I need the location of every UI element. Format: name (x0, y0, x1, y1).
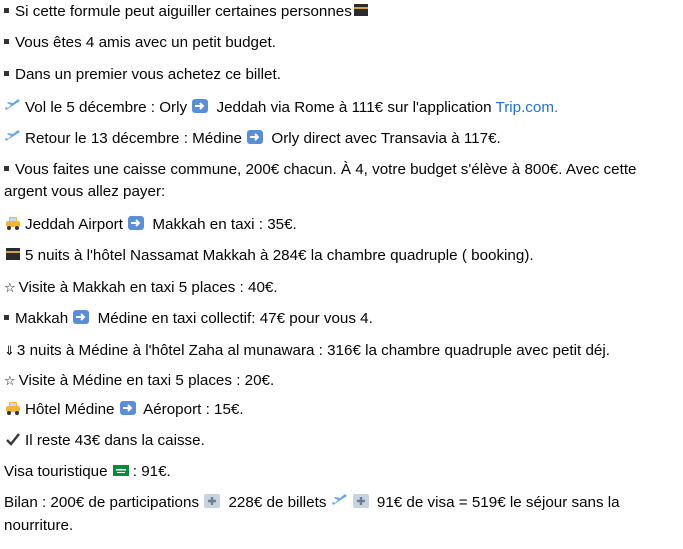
plus-icon (352, 493, 370, 509)
hotel-airport-to: Aéroport : 15€. (139, 401, 244, 418)
saudi-flag-icon (112, 462, 130, 478)
right-arrow-icon (127, 215, 145, 231)
airplane-icon (4, 129, 22, 145)
right-arrow-icon (72, 309, 90, 325)
kaaba-icon (352, 2, 370, 18)
post-line-hotel-airport (4, 400, 244, 420)
transfer-to: Médine en taxi collectif: 47€ pour vous 4. (93, 310, 373, 327)
bullet-square (4, 71, 9, 76)
bullet-square (4, 8, 9, 13)
bullet-square (4, 39, 9, 44)
post-line-visa (4, 462, 171, 482)
post-line-makkah-medine (4, 309, 373, 329)
visa-price: : 91€. (132, 463, 171, 480)
post-line-remaining (4, 431, 205, 451)
trip-com-link[interactable]: Trip.com. (495, 99, 559, 116)
return-to: Orly direct avec Transavia à 117€. (267, 130, 501, 147)
post-line-ticket (4, 65, 281, 85)
right-arrow-icon (119, 400, 137, 416)
right-arrow-icon (191, 98, 209, 114)
taxi-to: Makkah en taxi : 35€. (148, 216, 297, 233)
check-icon (4, 431, 22, 447)
kaaba-icon (4, 246, 22, 262)
post-line-makkah-hotel (4, 246, 534, 266)
medine-hotel-text: 3 nuits à Médine à l'hôtel Zaha al munawara : 316€ la chambre quadruple avec petit déj. (16, 342, 610, 359)
post-line-makkah-visit (4, 278, 278, 299)
post-line-budget (4, 159, 676, 203)
hotel-airport-from: Hôtel Médine (25, 401, 119, 418)
post-line-return-flight (4, 129, 501, 149)
post-line-medine-visit (4, 371, 274, 392)
taxi-from: Jeddah Airport (25, 216, 128, 233)
down-arrow-icon: ⇓ (4, 344, 15, 359)
ticket-text: Dans un premier vous achetez ce billet. (15, 66, 281, 83)
remaining-text: Il reste 43€ dans la caisse. (25, 432, 205, 449)
outbound-from: Vol le 5 décembre : Orly (25, 99, 192, 116)
makkah-hotel-text: 5 nuits à l'hôtel Nassamat Makkah à 284€ la chambre quadruple ( booking). (25, 247, 534, 264)
post-line-taxi-airport (4, 215, 297, 235)
summary-part-1: Bilan : 200€ de participations (4, 494, 204, 511)
bullet-square (4, 315, 9, 320)
visa-label: Visa touristique (4, 463, 112, 480)
airplane-icon (331, 493, 349, 509)
makkah-visit-text: Visite à Makkah en taxi 5 places : 40€. (18, 279, 278, 296)
taxi-icon (4, 215, 22, 231)
friends-text: Vous êtes 4 amis avec un petit budget. (15, 34, 276, 51)
plus-icon (203, 493, 221, 509)
intro-text: Si cette formule peut aiguiller certaines personnes (15, 3, 352, 20)
star-icon: ☆ (4, 281, 16, 296)
right-arrow-icon (246, 129, 264, 145)
taxi-icon (4, 400, 22, 416)
bullet-square (4, 166, 9, 171)
post-line-summary (4, 491, 676, 537)
transfer-from: Makkah (15, 310, 73, 327)
budget-text: Vous faites une caisse commune, 200€ chacun. À 4, votre budget s'élève à 800€. Avec cette argent vous allez payer: (4, 161, 637, 200)
post-line-intro (4, 2, 373, 22)
star-icon: ☆ (4, 374, 16, 389)
return-from: Retour le 13 décembre : Médine (25, 130, 247, 147)
post-line-outbound-flight (4, 98, 558, 118)
summary-part-2: 228€ de billets (224, 494, 331, 511)
airplane-icon (4, 98, 22, 114)
post-line-medine-hotel (4, 341, 610, 362)
outbound-to: Jeddah via Rome à 111€ sur l'application (212, 99, 496, 116)
medine-visit-text: Visite à Médine en taxi 5 places : 20€. (18, 372, 275, 389)
post-line-friends (4, 33, 276, 53)
summary-part-3: 91€ de visa = 519€ le séjour sans la nourriture. (4, 494, 620, 534)
